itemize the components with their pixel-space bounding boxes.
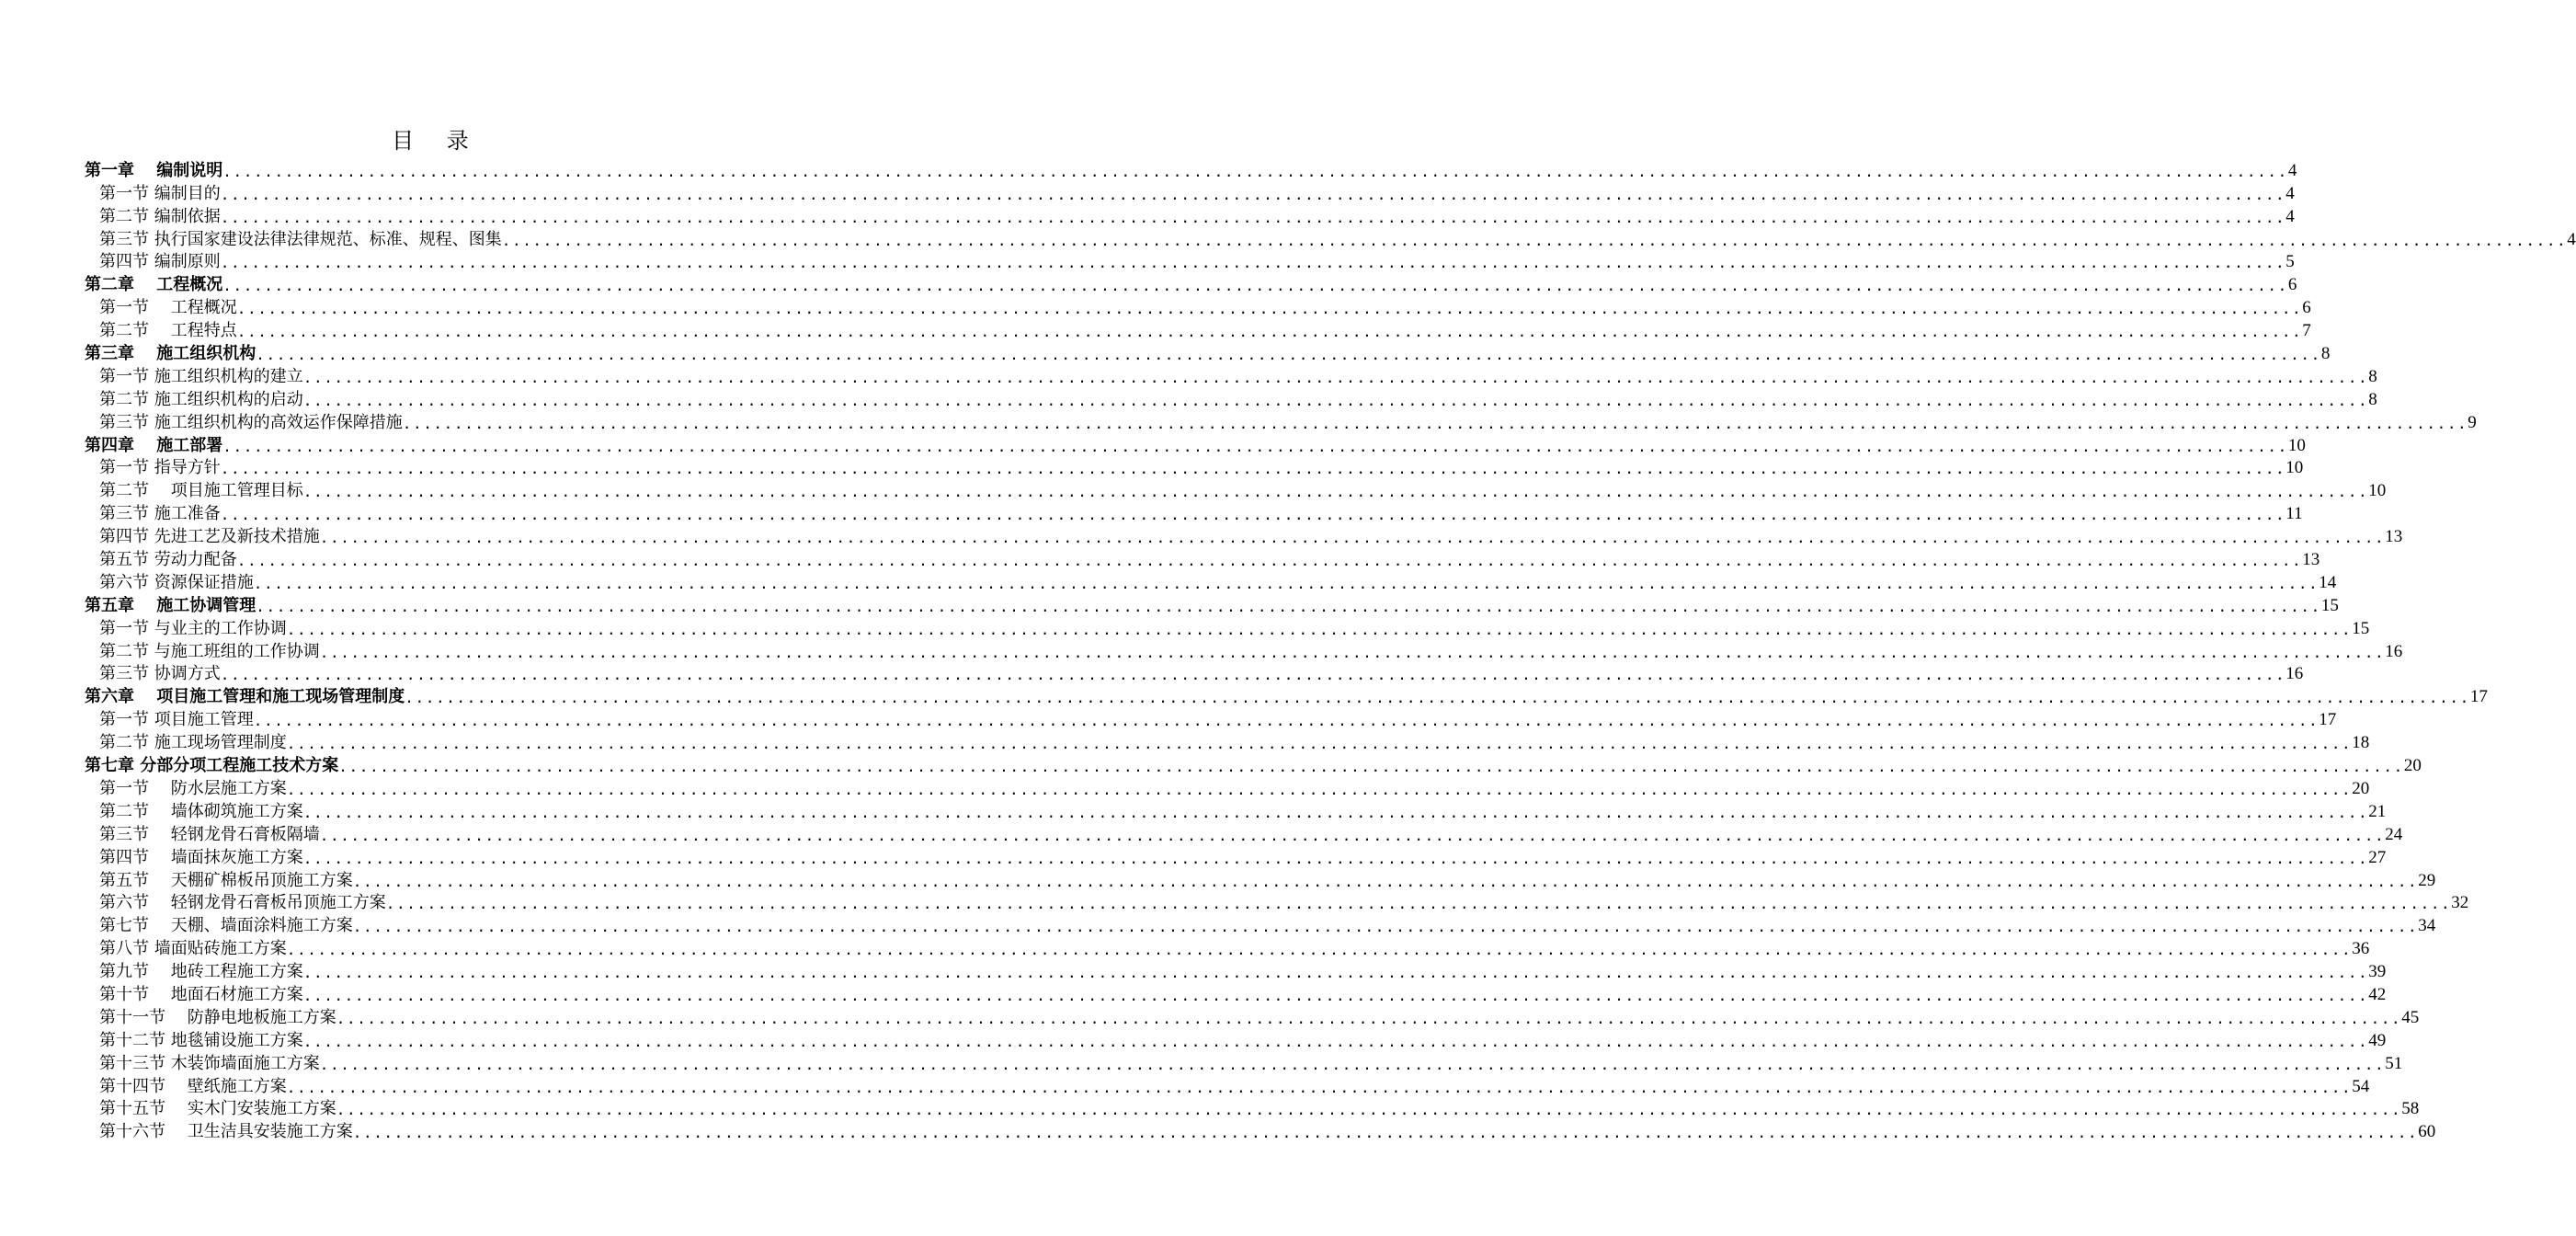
toc-section-entry[interactable]	[85, 776, 2370, 799]
toc-entry-label: 第三章 施工组织机构	[85, 344, 256, 364]
toc-page-number: 6	[2287, 275, 2297, 295]
toc-leader-dots: ........................................................................................................................................................................................................	[352, 1124, 2419, 1142]
toc-entry-label: 第二节 施工组织机构的启动	[99, 389, 303, 409]
toc-leader-dots: ........................................................................................................................................................................................................	[286, 780, 2353, 798]
toc-page-number: 36	[2352, 939, 2370, 959]
toc-section-entry[interactable]	[85, 1028, 2387, 1051]
toc-entry-label: 第七节 天棚、墙面涂料施工方案	[99, 916, 353, 936]
toc-section-entry[interactable]	[85, 845, 2387, 868]
toc-section-entry[interactable]	[85, 227, 2576, 250]
toc-entry-label: 第二节 编制依据	[99, 206, 221, 226]
toc-leader-dots: ........................................................................................................................................................................................................	[302, 483, 2369, 501]
toc-page-number: 45	[2401, 1007, 2420, 1027]
toc-leader-dots: ........................................................................................................................................................................................................	[302, 803, 2369, 821]
toc-entry-label: 第五章 施工协调管理	[85, 595, 256, 615]
toc-entry-label: 第十节 地面石材施工方案	[99, 984, 303, 1004]
toc-leader-dots: ........................................................................................................................................................................................................	[220, 666, 2286, 684]
toc-title: 目 录	[392, 128, 482, 154]
toc-leader-dots: ........................................................................................................................................................................................................	[336, 1101, 2402, 1119]
toc-leader-dots: ........................................................................................................................................................................................................	[319, 826, 2386, 844]
toc-page-number: 10	[2287, 435, 2306, 455]
toc-leader-dots: ........................................................................................................................................................................................................	[222, 437, 2288, 455]
toc-section-entry[interactable]	[85, 456, 2304, 479]
toc-page-number: 42	[2368, 984, 2387, 1004]
toc-page-number: 54	[2352, 1076, 2370, 1096]
toc-section-entry[interactable]	[85, 822, 2403, 845]
toc-chapter-entry[interactable]	[85, 753, 2422, 776]
toc-entry-label: 第三节 执行国家建设法律法律规范、标准、规程、图集	[99, 229, 502, 249]
toc-leader-dots: ........................................................................................................................................................................................................	[256, 597, 2321, 615]
toc-page-number: 21	[2368, 801, 2387, 821]
toc-section-entry[interactable]	[85, 364, 2377, 387]
toc-page-number: 15	[2320, 595, 2339, 615]
toc-entry-label: 第五节 劳动力配备	[99, 550, 237, 570]
toc-leader-dots: ........................................................................................................................................................................................................	[220, 460, 2286, 478]
toc-leader-dots: ........................................................................................................................................................................................................	[236, 300, 2303, 318]
toc-leader-dots: ........................................................................................................................................................................................................	[319, 1055, 2386, 1073]
toc-section-entry[interactable]	[85, 295, 2311, 318]
toc-section-entry[interactable]	[85, 181, 2295, 204]
toc-section-entry[interactable]	[85, 730, 2370, 753]
toc-section-entry[interactable]	[85, 799, 2387, 822]
toc-entry-label: 第十六节 卫生洁具安装施工方案	[99, 1122, 353, 1142]
toc-page-number: 8	[2368, 366, 2377, 386]
toc-entry-label: 第十三节 木装饰墙面施工方案	[99, 1053, 320, 1073]
toc-leader-dots: ........................................................................................................................................................................................................	[336, 1009, 2402, 1027]
toc-leader-dots: ........................................................................................................................................................................................................	[286, 620, 2353, 638]
toc-section-entry[interactable]	[85, 1005, 2420, 1028]
toc-section-entry[interactable]	[85, 1119, 2436, 1142]
toc-leader-dots: ........................................................................................................................................................................................................	[222, 162, 2288, 180]
toc-page-number: 58	[2401, 1099, 2420, 1119]
toc-leader-dots: ........................................................................................................................................................................................................	[253, 574, 2320, 592]
toc-section-entry[interactable]	[85, 547, 2320, 570]
toc-entry-label: 第一节 工程概况	[99, 298, 237, 318]
toc-entry-label: 第二节 工程特点	[99, 321, 237, 341]
toc-page-number: 20	[2352, 778, 2370, 798]
toc-section-entry[interactable]	[85, 982, 2387, 1005]
toc-entry-label: 第三节 施工组织机构的高效运作保障措施	[99, 412, 403, 432]
toc-section-entry[interactable]	[85, 1074, 2370, 1097]
toc-section-entry[interactable]	[85, 387, 2377, 410]
toc-leader-dots: ........................................................................................................................................................................................................	[302, 986, 2369, 1004]
toc-entry-label: 第二章 工程概况	[85, 275, 223, 295]
toc-entry-label: 第二节 项目施工管理目标	[99, 481, 303, 501]
toc-page-number: 5	[2285, 252, 2295, 272]
toc-page-number: 10	[2368, 481, 2387, 501]
toc-entry-label: 第四节 先进工艺及新技术措施	[99, 527, 320, 547]
toc-leader-dots: ........................................................................................................................................................................................................	[220, 254, 2286, 272]
toc-section-entry[interactable]	[85, 570, 2337, 593]
toc-leader-dots: ........................................................................................................................................................................................................	[501, 231, 2568, 249]
toc-page-number: 11	[2285, 504, 2303, 524]
toc-chapter-entry[interactable]	[85, 341, 2331, 364]
toc-page-number: 20	[2403, 756, 2422, 776]
toc-entry-label: 第十五节 实木门安装施工方案	[99, 1099, 336, 1119]
toc-entry-label: 第一章 编制说明	[85, 160, 223, 180]
toc-page-number: 34	[2418, 916, 2436, 936]
toc-entry-label: 第十四节 壁纸施工方案	[99, 1076, 287, 1096]
toc-page-number: 10	[2285, 458, 2304, 478]
toc-leader-dots: ........................................................................................................................................................................................................	[302, 849, 2369, 867]
toc-leader-dots: ........................................................................................................................................................................................................	[302, 1032, 2369, 1050]
toc-page-number: 39	[2368, 962, 2387, 982]
toc-leader-dots: ........................................................................................................................................................................................................	[256, 346, 2321, 364]
toc-entry-label: 第一节 与业主的工作协调	[99, 618, 287, 638]
toc-page-number: 17	[2469, 687, 2488, 707]
toc-entry-label: 第一节 施工组织机构的建立	[99, 366, 303, 386]
toc-section-entry[interactable]	[85, 891, 2469, 914]
toc-leader-dots: ........................................................................................................................................................................................................	[319, 529, 2386, 547]
toc-entry-label: 第三节 协调方式	[99, 664, 221, 684]
toc-entry-label: 第一节 指导方针	[99, 458, 221, 478]
toc-section-entry[interactable]	[85, 204, 2295, 227]
toc-chapter-entry[interactable]	[85, 272, 2297, 295]
toc-section-entry[interactable]	[85, 868, 2436, 891]
toc-leader-dots: ........................................................................................................................................................................................................	[253, 712, 2320, 730]
toc-section-entry[interactable]	[85, 318, 2311, 341]
toc-entry-label: 第一节 编制目的	[99, 183, 221, 203]
toc-chapter-entry[interactable]	[85, 433, 2306, 456]
toc-section-entry[interactable]	[85, 1097, 2420, 1120]
toc-entry-label: 第五节 天棚矿棉板吊顶施工方案	[99, 870, 353, 890]
toc-entry-label: 第三节 施工准备	[99, 504, 221, 524]
toc-page-number: 8	[2320, 344, 2331, 364]
toc-section-entry[interactable]	[85, 936, 2370, 959]
toc-section-entry[interactable]	[85, 410, 2477, 433]
toc-leader-dots: ........................................................................................................................................................................................................	[302, 368, 2369, 386]
toc-section-entry[interactable]	[85, 959, 2387, 982]
toc-leader-dots: ........................................................................................................................................................................................................	[222, 277, 2288, 295]
toc-entry-label: 第二节 墙体砌筑施工方案	[99, 801, 303, 821]
toc-page-number: 49	[2368, 1030, 2387, 1050]
toc-entry-label: 第七章 分部分项工程施工技术方案	[85, 756, 339, 776]
toc-page-number: 17	[2319, 710, 2337, 730]
toc-section-entry[interactable]	[85, 639, 2403, 662]
toc-section-entry[interactable]	[85, 1051, 2403, 1074]
table-of-contents	[85, 158, 2576, 1142]
toc-entry-label: 第一节 防水层施工方案	[99, 778, 287, 798]
toc-page-number: 24	[2385, 824, 2403, 844]
toc-page-number: 7	[2302, 321, 2311, 341]
toc-page-number: 60	[2418, 1122, 2436, 1142]
toc-page-number: 6	[2302, 298, 2311, 318]
toc-entry-label: 第四节 墙面抹灰施工方案	[99, 847, 303, 867]
toc-leader-dots: ........................................................................................................................................................................................................	[220, 506, 2286, 524]
toc-leader-dots: ........................................................................................................................................................................................................	[352, 872, 2419, 890]
toc-page-number: 27	[2368, 847, 2387, 867]
toc-leader-dots: ........................................................................................................................................................................................................	[302, 964, 2369, 982]
toc-entry-label: 第六节 轻钢龙骨石膏板吊顶施工方案	[99, 893, 386, 913]
toc-leader-dots: ........................................................................................................................................................................................................	[385, 895, 2452, 913]
toc-leader-dots: ........................................................................................................................................................................................................	[286, 735, 2353, 753]
toc-chapter-entry[interactable]	[85, 593, 2339, 616]
toc-page-number: 32	[2451, 893, 2469, 913]
toc-entry-label: 第四章 施工部署	[85, 435, 223, 455]
toc-section-entry[interactable]	[85, 616, 2370, 639]
toc-leader-dots: ........................................................................................................................................................................................................	[286, 1078, 2353, 1096]
toc-entry-label: 第十一节 防静电地板施工方案	[99, 1007, 336, 1027]
toc-entry-label: 第二节 施工现场管理制度	[99, 733, 287, 753]
toc-leader-dots: ........................................................................................................................................................................................................	[319, 643, 2386, 661]
toc-entry-label: 第六章 项目施工管理和施工现场管理制度	[85, 687, 405, 707]
toc-page-number: 14	[2319, 572, 2337, 592]
toc-page-number: 4	[2567, 229, 2576, 249]
toc-leader-dots: ........................................................................................................................................................................................................	[286, 941, 2353, 959]
toc-entry-label: 第一节 项目施工管理	[99, 710, 254, 730]
toc-entry-label: 第八节 墙面贴砖施工方案	[99, 939, 287, 959]
toc-entry-label: 第六节 资源保证措施	[99, 572, 254, 592]
toc-section-entry[interactable]	[85, 662, 2304, 685]
toc-page-number: 16	[2285, 664, 2304, 684]
toc-chapter-entry[interactable]	[85, 158, 2297, 181]
toc-leader-dots: ........................................................................................................................................................................................................	[236, 323, 2303, 341]
toc-entry-label: 第四节 编制原则	[99, 252, 221, 272]
toc-page-number: 51	[2385, 1053, 2403, 1073]
toc-entry-label: 第二节 与施工班组的工作协调	[99, 641, 320, 661]
toc-leader-dots: ........................................................................................................................................................................................................	[338, 758, 2404, 776]
toc-page-number: 4	[2285, 183, 2295, 203]
toc-page-number: 29	[2418, 870, 2436, 890]
toc-entry-label: 第十二节 地毯铺设施工方案	[99, 1030, 303, 1050]
toc-page-number: 18	[2352, 733, 2370, 753]
toc-chapter-entry[interactable]	[85, 684, 2488, 707]
toc-page-number: 4	[2285, 206, 2295, 226]
toc-section-entry[interactable]	[85, 707, 2337, 730]
toc-entry-label: 第三节 轻钢龙骨石膏板隔墙	[99, 824, 320, 844]
toc-leader-dots: ........................................................................................................................................................................................................	[236, 552, 2303, 570]
toc-section-entry[interactable]	[85, 250, 2295, 273]
toc-section-entry[interactable]	[85, 524, 2403, 547]
toc-section-entry[interactable]	[85, 478, 2387, 501]
toc-page-number: 8	[2368, 389, 2377, 409]
toc-leader-dots: ........................................................................................................................................................................................................	[220, 185, 2286, 203]
toc-page-number: 13	[2302, 550, 2320, 570]
toc-page-number: 16	[2385, 641, 2403, 661]
toc-page-number: 13	[2385, 527, 2403, 547]
toc-leader-dots: ........................................................................................................................................................................................................	[402, 414, 2468, 432]
toc-leader-dots: ........................................................................................................................................................................................................	[302, 391, 2369, 409]
toc-entry-label: 第九节 地砖工程施工方案	[99, 962, 303, 982]
toc-leader-dots: ........................................................................................................................................................................................................	[220, 208, 2286, 226]
toc-page-number: 4	[2287, 160, 2297, 180]
toc-leader-dots: ........................................................................................................................................................................................................	[352, 918, 2419, 936]
toc-page-number: 15	[2352, 618, 2370, 638]
toc-leader-dots: ........................................................................................................................................................................................................	[405, 689, 2470, 707]
toc-section-entry[interactable]	[85, 913, 2436, 936]
toc-section-entry[interactable]	[85, 501, 2303, 524]
toc-page-number: 9	[2468, 412, 2477, 432]
